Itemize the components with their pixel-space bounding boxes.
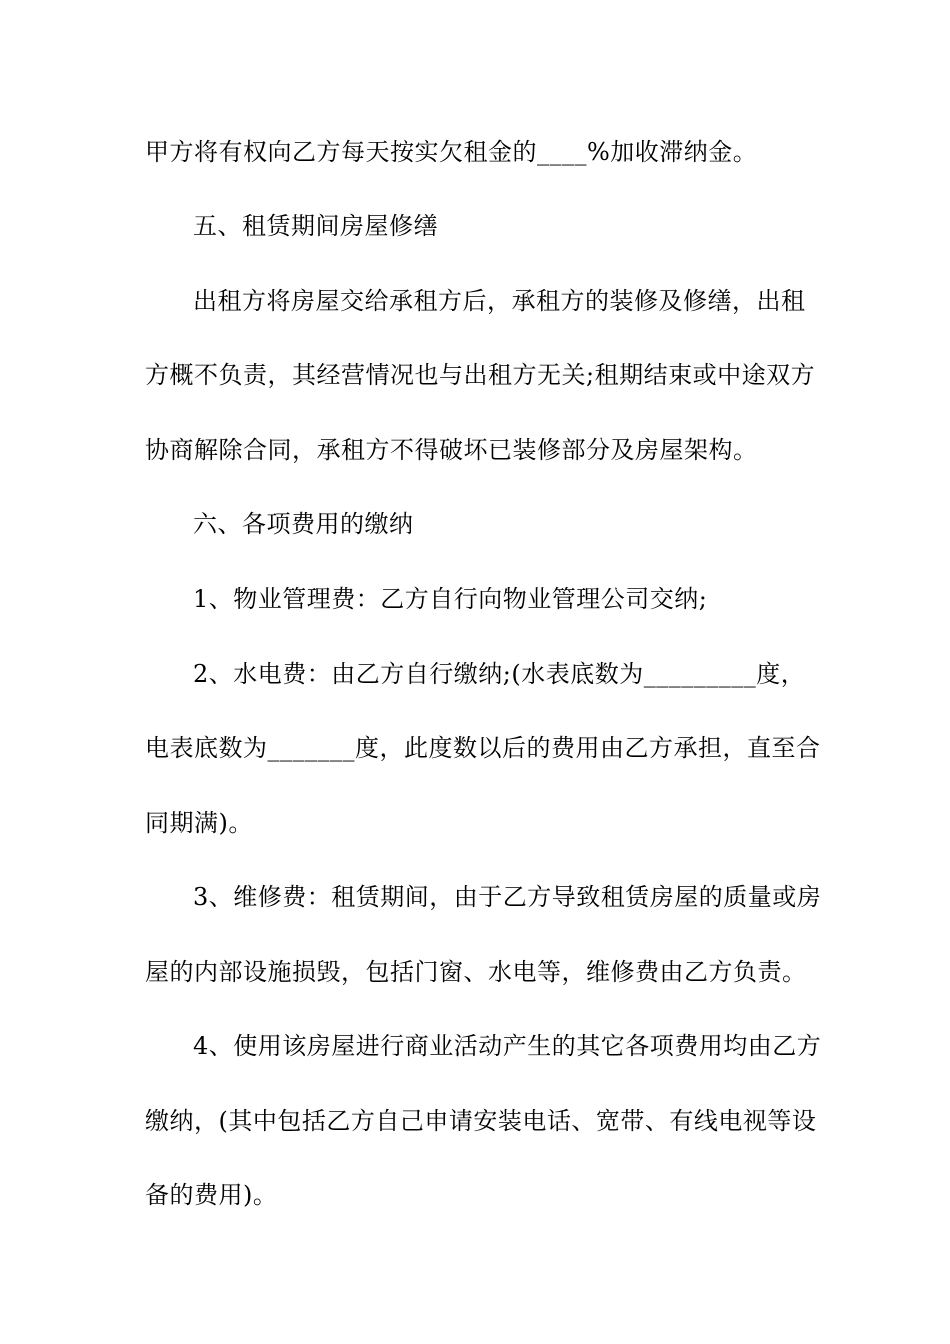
paragraph-line: 同期满)。 xyxy=(145,809,253,837)
list-item: 4、使用该房屋进行商业活动产生的其它各项费用均由乙方 xyxy=(193,1032,822,1060)
section-heading: 五、租赁期间房屋修缮 xyxy=(193,212,438,240)
paragraph-line: 甲方将有权向乙方每天按实欠租金的____%加收滞纳金。 xyxy=(145,138,758,166)
list-item: 3、维修费：租赁期间，由于乙方导致租赁房屋的质量或房 xyxy=(193,883,822,911)
paragraph-line: 电表底数为_______度，此度数以后的费用由乙方承担，直至合 xyxy=(145,734,821,762)
paragraph-line: 缴纳，(其中包括乙方自己申请安装电话、宽带、有线电视等设 xyxy=(145,1107,817,1135)
paragraph-line: 方概不负责，其经营情况也与出租方无关;租期结束或中途双方 xyxy=(145,361,816,389)
section-heading: 六、各项费用的缴纳 xyxy=(193,510,414,538)
list-item: 2、水电费：由乙方自行缴纳;(水表底数为_________度， xyxy=(193,660,806,688)
paragraph-line: 备的费用)。 xyxy=(145,1181,278,1209)
list-item: 1、物业管理费：乙方自行向物业管理公司交纳; xyxy=(193,585,708,613)
paragraph-line: 屋的内部设施损毁，包括门窗、水电等，维修费由乙方负责。 xyxy=(145,958,807,986)
paragraph-line: 出租方将房屋交给承租方后，承租方的装修及修缮，出租 xyxy=(193,287,806,315)
paragraph-line: 协商解除合同，承租方不得破坏已装修部分及房屋架构。 xyxy=(145,436,758,464)
